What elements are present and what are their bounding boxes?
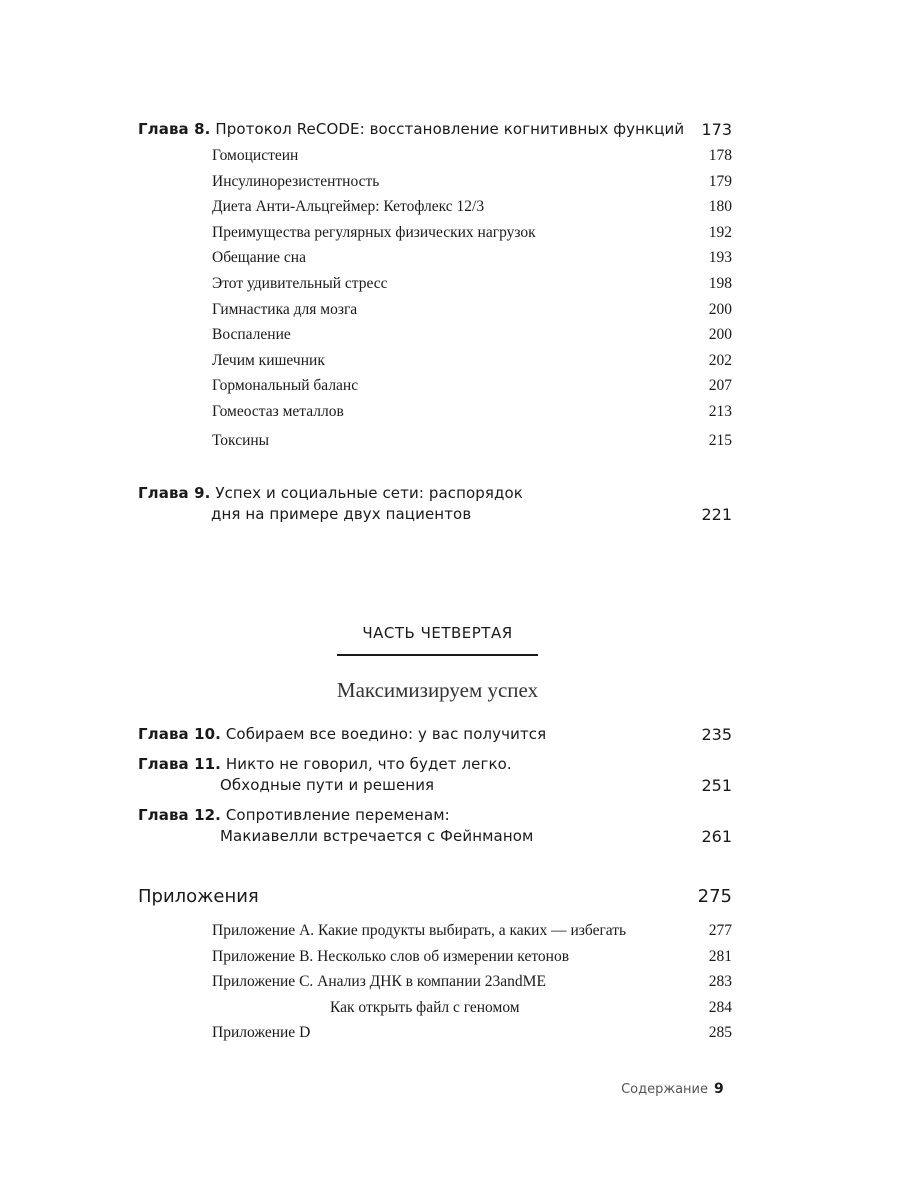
part-divider — [337, 654, 538, 656]
chapter-9-page: 221 — [701, 505, 732, 524]
chapter-10-title: Собираем все воедино: у вас получится — [225, 725, 547, 743]
appendix-page: 281 — [708, 948, 732, 965]
chapter-10-label: Глава 10. — [138, 725, 221, 743]
chapter-11-title-line-2: Обходные пути и решения — [220, 776, 435, 794]
section-title: Обещание сна — [212, 249, 306, 266]
footer-page-number: 9 — [714, 1081, 724, 1097]
footer-section-label: Содержание — [621, 1082, 708, 1097]
section-title: Гомеостаз металлов — [212, 403, 344, 420]
chapter-9-label: Глава 9. — [138, 484, 211, 502]
section-page: 213 — [708, 403, 732, 420]
section-page: 193 — [708, 249, 732, 266]
appendices-page: 275 — [697, 886, 732, 907]
chapter-10-page: 235 — [701, 725, 732, 744]
chapter-12-heading — [138, 806, 450, 824]
part-label: ЧАСТЬ ЧЕТВЕРТАЯ — [362, 624, 513, 642]
section-title: Инсулинорезистентность — [212, 173, 380, 190]
appendix-page: 285 — [708, 1024, 732, 1041]
chapter-12-page: 261 — [701, 827, 732, 846]
section-page: 179 — [708, 173, 732, 190]
chapter-12-title-line-2: Макиавелли встречается с Фейнманом — [220, 827, 534, 845]
section-page: 198 — [708, 275, 732, 292]
appendix-subsection-title: Как открыть файл с геномом — [330, 999, 520, 1016]
section-title: Этот удивительный стресс — [212, 275, 388, 292]
appendices-title: Приложения — [138, 886, 259, 907]
section-page: 202 — [708, 352, 732, 369]
section-page: 215 — [708, 432, 732, 449]
chapter-10-heading — [138, 725, 546, 743]
chapter-8-label: Глава 8. — [138, 120, 211, 138]
section-page: 178 — [708, 147, 732, 164]
section-page: 192 — [708, 224, 732, 241]
section-page: 200 — [708, 301, 732, 318]
chapter-12-label: Глава 12. — [138, 806, 221, 824]
section-page: 180 — [708, 198, 732, 215]
section-title: Токсины — [212, 432, 270, 449]
section-title: Гормональный баланс — [212, 377, 359, 394]
section-title: Лечим кишечник — [212, 352, 325, 369]
chapter-8-page: 173 — [701, 120, 732, 139]
section-title: Преимущества регулярных физических нагрузок — [212, 224, 536, 241]
section-title: Гомоцистеин — [212, 147, 299, 164]
appendix-title: Приложение B. Несколько слов об измерении кетонов — [212, 948, 570, 965]
appendix-title: Приложение A. Какие продукты выбирать, а каких — избегать — [212, 922, 627, 939]
part-title: Максимизируем успех — [336, 678, 539, 702]
section-page: 207 — [708, 377, 732, 394]
chapter-11-page: 251 — [701, 776, 732, 795]
chapter-11-label: Глава 11. — [138, 755, 221, 773]
chapter-9-title-line-2: дня на примере двух пациентов — [211, 505, 472, 523]
chapter-8-heading — [138, 120, 684, 138]
appendix-page: 283 — [708, 973, 732, 990]
chapter-11-title-line-1: Никто не говорил, что будет легко. — [225, 755, 512, 773]
section-title: Воспаление — [212, 326, 291, 343]
chapter-9-heading — [138, 484, 523, 502]
chapter-11-heading — [138, 755, 512, 773]
appendix-title: Приложение D — [212, 1024, 311, 1041]
section-page: 200 — [708, 326, 732, 343]
chapter-8-title: Протокол ReCODE: восстановление когнитивных функций — [215, 120, 685, 138]
appendix-page: 284 — [708, 999, 732, 1016]
section-title: Диета Анти-Альцгеймер: Кетофлекс 12/3 — [212, 198, 485, 215]
section-title: Гимнастика для мозга — [212, 301, 358, 318]
appendix-page: 277 — [708, 922, 732, 939]
chapter-12-title-line-1: Сопротивление переменам: — [225, 806, 450, 824]
appendix-title: Приложение C. Анализ ДНК в компании 23andME — [212, 973, 546, 990]
chapter-9-title-line-1: Успех и социальные сети: распорядок — [215, 484, 523, 502]
